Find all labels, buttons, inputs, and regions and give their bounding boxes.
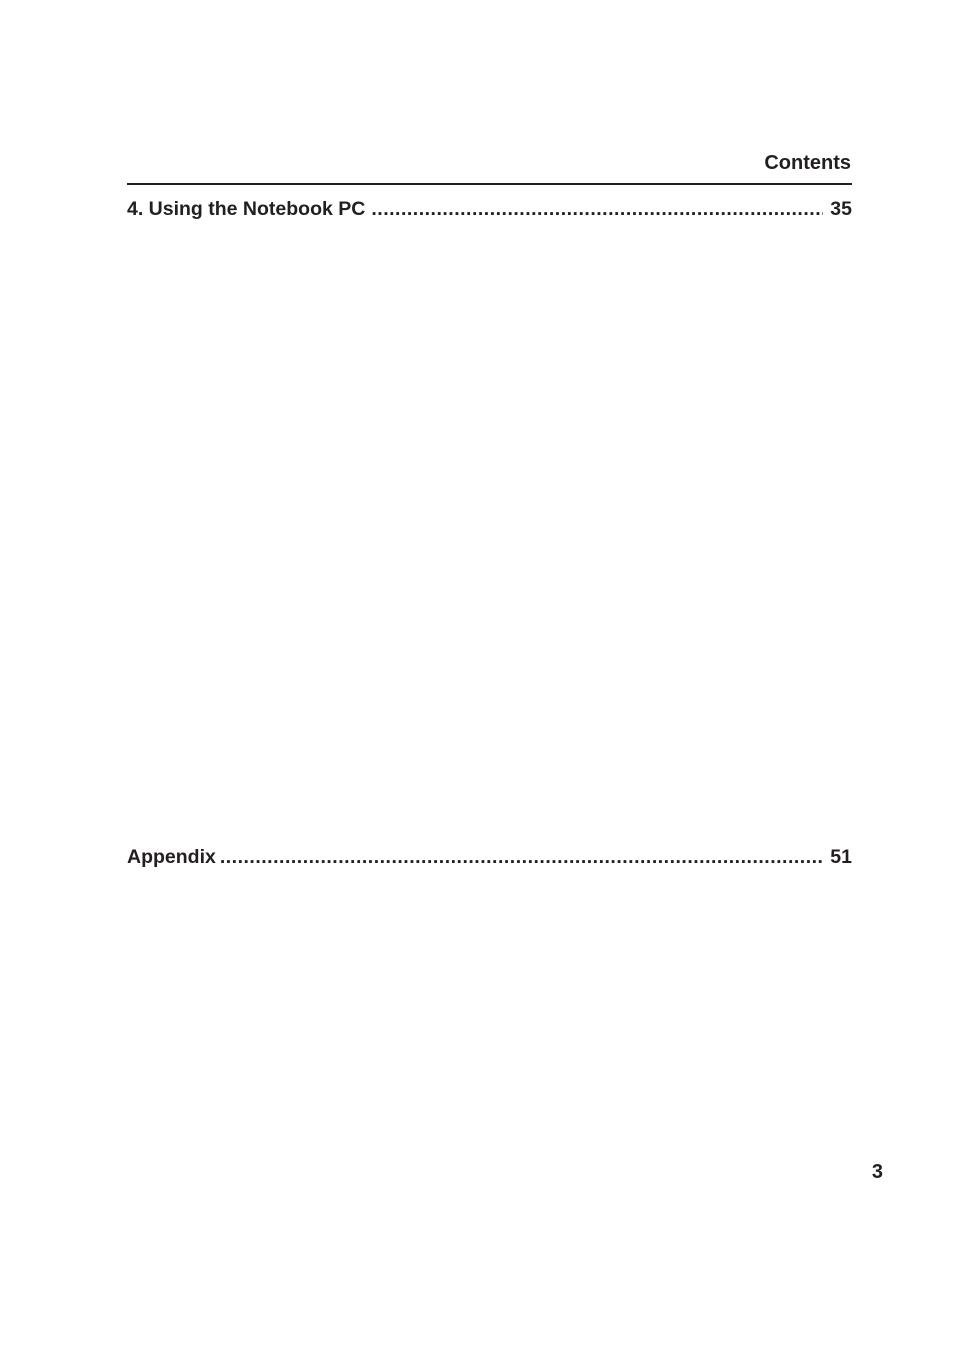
toc-dot-leader <box>220 844 823 870</box>
toc-entry-label: 4. Using the Notebook PC <box>127 198 366 220</box>
toc-dot-leader <box>371 196 823 222</box>
toc-entry-page-number: 35 <box>830 198 852 220</box>
toc-entry-using-notebook-pc[interactable] <box>127 196 852 222</box>
page-header-title: Contents <box>764 152 851 174</box>
header-divider <box>127 183 852 185</box>
toc-entry-appendix[interactable] <box>127 844 852 870</box>
toc-entry-label: Appendix <box>127 846 216 868</box>
toc-entry-page-number: 51 <box>830 846 852 868</box>
page-number: 3 <box>871 1161 883 1183</box>
